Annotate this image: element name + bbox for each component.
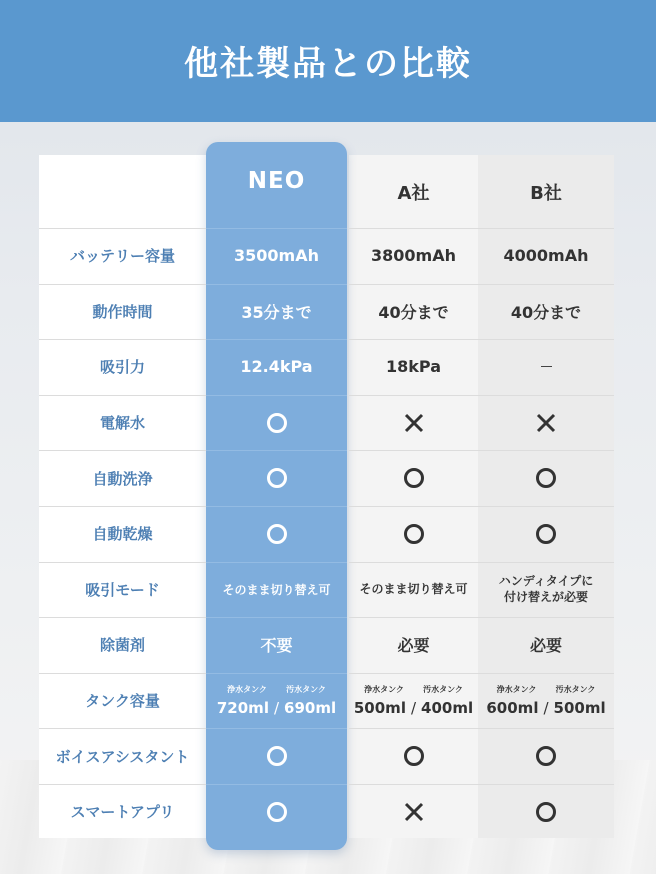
dirty-tank-value: 500ml	[553, 699, 606, 718]
clean-tank-value: 500ml	[353, 699, 406, 718]
row-label: ボイスアシスタント	[55, 747, 190, 766]
dirty-tank-label: 汚水タンク	[555, 685, 596, 695]
row-label: 自動洗浄	[92, 469, 153, 488]
cell-b: 4000mAh	[503, 246, 589, 266]
tank-values	[486, 699, 605, 717]
circle-icon	[536, 802, 556, 822]
row-label: 電解水	[99, 414, 145, 433]
tank-sub-labels	[487, 684, 605, 695]
column-header-company-a: A社	[397, 182, 430, 204]
circle-icon	[404, 524, 424, 544]
clean-tank-value: 720ml	[216, 699, 269, 718]
dirty-tank-value: 400ml	[421, 699, 474, 718]
cell-neo	[206, 784, 347, 840]
row-label: 吸引モード	[85, 580, 160, 599]
cross-icon	[403, 801, 425, 823]
circle-icon	[404, 468, 424, 488]
cell-b	[478, 339, 614, 395]
cell-a	[349, 784, 478, 840]
cell-a: 3800mAh	[371, 246, 456, 266]
cell-neo: 不要	[260, 636, 293, 656]
tank-values	[217, 699, 336, 717]
circle-icon	[267, 468, 287, 488]
tank-capacity-b	[478, 673, 614, 729]
circle-icon	[536, 524, 556, 544]
cell-a	[349, 728, 478, 784]
tank-separator: /	[543, 699, 549, 718]
column-header-company-b: B社	[530, 182, 562, 204]
cell-neo: 35分まで	[241, 302, 312, 322]
cell-a	[349, 395, 478, 451]
circle-icon	[536, 746, 556, 766]
clean-tank-label: 浄水タンク	[496, 685, 537, 695]
cell-neo	[206, 728, 347, 784]
row-label: バッテリー容量	[69, 247, 175, 266]
tank-separator: /	[273, 699, 280, 718]
cell-b	[478, 450, 614, 506]
tank-capacity-a	[349, 673, 478, 729]
cell-a	[349, 450, 478, 506]
cell-neo	[206, 506, 347, 562]
cell-b	[478, 784, 614, 840]
row-label: 除菌剤	[99, 636, 145, 655]
page-title: 他社製品との比較	[184, 43, 472, 84]
page-header	[0, 0, 656, 122]
cell-neo: そのまま切り替え可	[222, 582, 331, 597]
cell-neo: 3500mAh	[234, 246, 319, 266]
mode-line: ハンディタイプに	[498, 574, 594, 589]
cell-a: 必要	[397, 636, 430, 656]
circle-icon	[267, 802, 287, 822]
circle-icon	[404, 746, 424, 766]
cell-b	[478, 728, 614, 784]
dirty-tank-value: 690ml	[284, 699, 337, 718]
cell-neo: 12.4kPa	[240, 357, 313, 377]
column-header-neo: NEO	[247, 168, 306, 194]
cell-neo	[206, 450, 347, 506]
tank-values	[354, 699, 473, 717]
circle-icon	[536, 468, 556, 488]
tank-capacity-neo	[206, 673, 347, 729]
dash-icon	[541, 366, 552, 367]
cell-a: 40分まで	[378, 302, 449, 322]
row-label: 自動乾燥	[92, 525, 153, 544]
cross-icon	[403, 412, 425, 434]
cell-a	[349, 506, 478, 562]
cell-b	[478, 506, 614, 562]
cell-b	[478, 395, 614, 451]
tank-sub-labels	[218, 684, 336, 695]
dirty-tank-label: 汚水タンク	[423, 685, 463, 695]
tank-sub-labels	[355, 684, 473, 695]
cross-icon	[535, 412, 557, 434]
tank-separator: /	[410, 699, 417, 718]
cell-b: 40分まで	[510, 302, 582, 322]
mode-line: 付け替えが必要	[503, 590, 588, 605]
cell-b: 必要	[529, 636, 562, 656]
circle-icon	[267, 746, 287, 766]
clean-tank-label: 浄水タンク	[227, 685, 267, 695]
cell-a: 18kPa	[386, 357, 441, 377]
cell-b	[478, 562, 614, 618]
row-label: 吸引力	[99, 358, 145, 377]
clean-tank-value: 600ml	[486, 699, 539, 718]
cell-a: そのまま切り替え可	[359, 582, 468, 597]
row-label: タンク容量	[85, 692, 160, 711]
cell-neo	[206, 395, 347, 451]
clean-tank-label: 浄水タンク	[364, 685, 404, 695]
circle-icon	[267, 413, 287, 433]
dirty-tank-label: 汚水タンク	[286, 685, 326, 695]
row-label: スマートアプリ	[70, 803, 175, 822]
circle-icon	[267, 524, 287, 544]
row-label: 動作時間	[92, 302, 153, 321]
